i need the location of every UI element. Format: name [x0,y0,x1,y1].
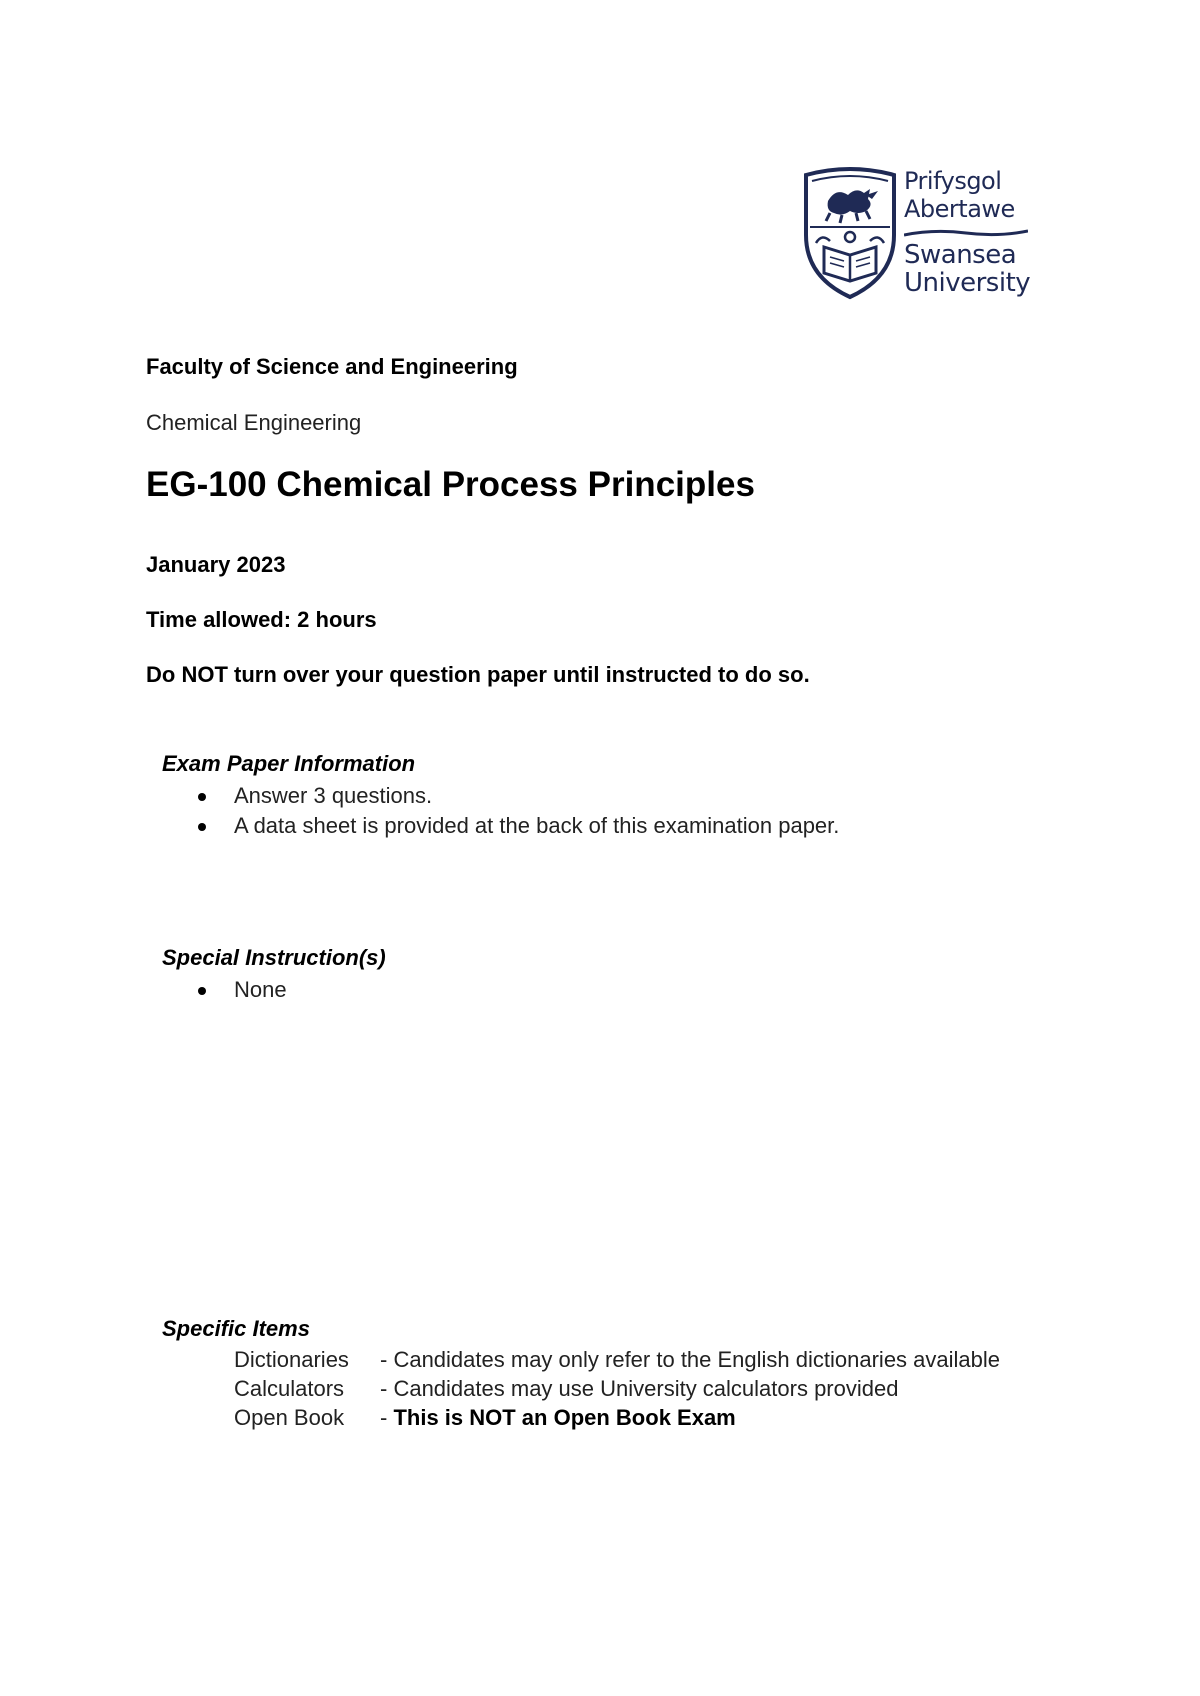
item-label: Open Book [234,1405,345,1430]
special-instructions-heading: Special Instruction(s) [162,945,386,970]
item-text: Candidates may only refer to the English dictionaries available [393,1347,1001,1372]
logo-wave-icon [904,229,1028,237]
list-item [198,781,839,811]
university-logo [800,165,1040,303]
list-item [198,811,839,841]
bullet-icon [198,987,206,995]
item-description [380,1345,1000,1374]
turn-over-warning: Do NOT turn over your question paper until instructed to do so. [146,662,810,687]
exam-date: January 2023 [146,552,286,577]
specific-items-table [234,1345,1000,1432]
logo-line-abertawe: Abertawe [904,195,1015,223]
list-item-text: A data sheet is provided at the back of this examination paper. [234,813,840,838]
list-item-text: None [234,977,287,1002]
list-item-text: Answer 3 questions. [234,783,433,808]
list-item [198,975,287,1005]
item-label: Dictionaries [234,1347,349,1372]
university-crest-icon [800,165,900,301]
logo-line-university: University [904,268,1031,298]
item-description [380,1403,1000,1432]
logo-wordmark [904,167,1044,297]
bullet-icon [198,823,206,831]
faculty-name: Faculty of Science and Engineering [146,354,518,379]
table-row [234,1345,1000,1374]
bullet-icon [198,793,206,801]
module-title: EG-100 Chemical Process Principles [146,465,755,504]
item-description [380,1374,1000,1403]
specific-items-heading: Specific Items [162,1316,310,1341]
item-dash: - [380,1376,394,1401]
item-text: This is NOT an Open Book Exam [393,1405,736,1430]
table-row [234,1374,1000,1403]
item-dash: - [380,1347,394,1372]
special-instructions-list [198,975,287,1005]
logo-line-swansea: Swansea [904,240,1017,270]
item-label: Calculators [234,1376,345,1401]
item-dash: - [380,1405,394,1430]
table-row [234,1403,1000,1432]
department-name: Chemical Engineering [146,410,362,435]
exam-info-list [198,781,839,841]
exam-info-heading: Exam Paper Information [162,751,416,776]
item-text: Candidates may use University calculators provided [393,1376,899,1401]
time-allowed: Time allowed: 2 hours [146,607,377,632]
logo-line-prifysgol: Prifysgol [904,167,1002,195]
